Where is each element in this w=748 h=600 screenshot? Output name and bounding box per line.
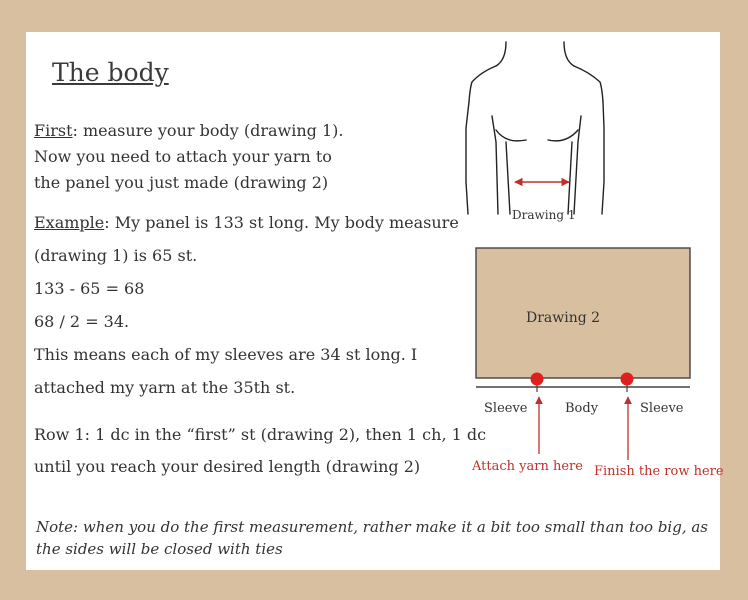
body-label: Body [565,401,599,416]
first-step-text: : measure your body (drawing 1). [72,121,344,140]
first-step-line-2: Now you need to attach your yarn to [34,147,332,166]
example-label: Example [34,213,105,232]
example-line-2: (drawing 1) is 65 st. [34,246,198,265]
example-line-3: 133 - 65 = 68 [34,279,145,298]
sleeve-left-label: Sleeve [484,401,528,416]
drawing-1-torso-figure [466,42,604,214]
attach-point-marker [531,373,544,386]
left-torso-line [506,142,510,214]
sleeve-right-label: Sleeve [640,401,684,416]
row1-line-1: Row 1: 1 dc in the “first” st (drawing 2), then 1 ch, 1 dc [34,425,487,444]
drawing-1-label: Drawing 1 [512,208,576,222]
note-text: Note: when you do the first measurement, rather make it a bit too small than too big, as the sides will be closed with ties [36,518,708,558]
first-label: First [34,121,73,140]
first-step-line-3: the panel you just made (drawing 2) [34,173,329,192]
example-line-4: 68 / 2 = 34. [34,312,130,331]
left-shoulder-line [469,66,496,102]
instruction-card [26,32,724,570]
example-line-5: This means each of my sleeves are 34 st long. I [34,345,418,364]
example-text: : My panel is 133 st long. My body measure [104,213,459,232]
row1-line-2: until you reach your desired length (drawing 2) [34,457,421,476]
right-arm-outer-line [602,102,604,214]
example-line-6: attached my yarn at the 35th st. [34,378,296,397]
finish-row-label: Finish the row here [594,464,724,479]
neck-right-line [564,42,574,66]
left-breast-curve [496,130,526,141]
drawing-2-label: Drawing 2 [526,310,601,326]
right-torso-line [568,142,572,214]
right-shoulder-line [574,66,603,102]
neck-left-line [496,42,506,66]
left-arm-outer-line [466,102,469,214]
attach-yarn-label: Attach yarn here [472,459,583,474]
right-breast-curve [548,130,578,141]
diagrams [26,32,724,570]
page-title: The body [52,58,169,87]
finish-point-marker [621,373,634,386]
